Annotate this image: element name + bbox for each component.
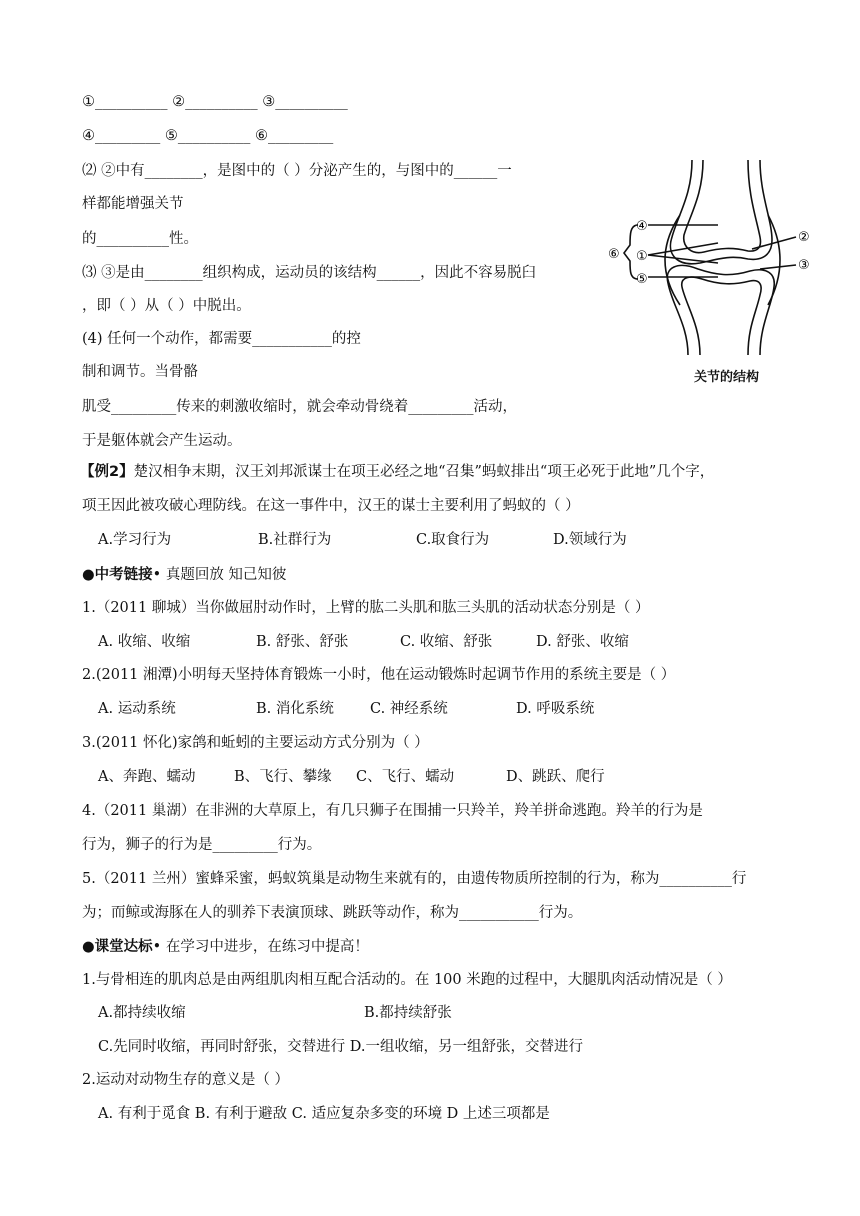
p1-option-a: A.都持续收缩 xyxy=(98,1005,186,1021)
q1-option-c: C. 收缩、舒张 xyxy=(400,634,493,650)
section-header-class-goals xyxy=(82,937,369,957)
section-bullet-exam: ●中考链接 xyxy=(82,567,153,583)
q3-option-c: C、飞行、蠕动 xyxy=(356,769,455,785)
diagram-label-2: ② xyxy=(798,230,810,245)
diagram-label-4: ④ xyxy=(636,219,648,234)
q3-option-b: B、飞行、攀缘 xyxy=(234,769,332,785)
question-4-line-1: 4.（2011 巢湖）在非洲的大草原上，有几只狮子在围捕一只羚羊，羚羊拼命逃跑。羚羊的行为是 xyxy=(82,803,703,819)
question-2: 2.(2011 湘潭)小明每天坚持体育锻炼一小时，他在运动锻炼时起调节作用的系统主要是（ ） xyxy=(82,667,676,683)
diagram-label-6: ⑥ xyxy=(608,247,620,262)
section-bullet-class: ●课堂达标 xyxy=(82,939,153,955)
fill-line-5: 的__________性。 xyxy=(82,231,198,247)
practice-1-options-cd: C.先同时收缩，再同时舒张，交替进行 D.一组收缩，另一组舒张，交替进行 xyxy=(98,1039,584,1055)
fill-line-4: 样都能增强关节 xyxy=(82,196,184,212)
fill-line-1: ①__________ ②__________ ③__________ xyxy=(82,94,348,110)
example2-option-c: C.取食行为 xyxy=(416,532,490,548)
practice-2-options: A. 有利于觅食 B. 有利于避敌 C. 适应复杂多变的环境 D 上述三项都是 xyxy=(98,1106,550,1122)
question-3: 3.(2011 怀化)家鸽和蚯蚓的主要运动方式分别为（ ） xyxy=(82,735,429,751)
q2-option-b: B. 消化系统 xyxy=(256,701,334,717)
q1-option-b: B. 舒张、舒张 xyxy=(256,634,349,650)
question-1-options xyxy=(98,632,758,652)
fill-line-9: 制和调节。当骨骼 xyxy=(82,364,198,380)
q2-option-d: D. 呼吸系统 xyxy=(516,701,595,717)
practice-2: 2.运动对动物生存的意义是（ ） xyxy=(82,1072,289,1088)
section-subtitle-class: • 在学习中进步，在练习中提高！ xyxy=(152,939,369,955)
diagram-label-3: ③ xyxy=(798,258,810,273)
practice-1: 1.与骨相连的肌肉总是由两组肌肉相互配合活动的。在 100 米跑的过程中，大腿肌肉活动情况是（ ） xyxy=(82,972,732,988)
example2-label: 【例2】 xyxy=(80,464,134,480)
diagram-label-5: ⑤ xyxy=(636,272,648,287)
question-5-line-2: 为；而鲸或海豚在人的驯养下表演顶球、跳跃等动作，称为___________行为。 xyxy=(82,905,583,921)
q2-option-c: C. 神经系统 xyxy=(370,701,448,717)
question-5-line-1: 5.（2011 兰州）蜜蜂采蜜，蚂蚁筑巢是动物生来就有的，由遗传物质所控制的行为，称为__________行 xyxy=(82,871,747,887)
joint-capsule-right xyxy=(768,215,780,305)
example2-line-2: 项王因此被攻破心理防线。在这一事件中，汉王的谋士主要利用了蚂蚁的（ ） xyxy=(82,498,580,514)
example2-text-1: 楚汉相争末期，汉王刘邦派谋士在项王必经之地“召集”蚂蚁排出“项王必死于此地”几个字， xyxy=(133,464,715,480)
fill-line-7: ，即（ ）从（ ）中脱出。 xyxy=(82,298,251,314)
fill-line-10: 肌受_________传来的刺激收缩时，就会牵动骨绕着_________活动， xyxy=(82,399,517,415)
question-1: 1.（2011 聊城）当你做屈肘动作时，上臂的肱二头肌和肱三头肌的活动状态分别是（ ） xyxy=(82,600,650,616)
example2-options xyxy=(98,530,758,550)
joint-structure-diagram xyxy=(600,155,830,360)
p1-option-b: B.都持续舒张 xyxy=(364,1005,452,1021)
question-2-options xyxy=(98,699,758,719)
q2-option-a: A. 运动系统 xyxy=(98,701,176,717)
practice-1-options-ab xyxy=(98,1003,758,1023)
fill-line-2: ④_________ ⑤__________ ⑥_________ xyxy=(82,128,334,144)
diagram-label-1: ① xyxy=(636,249,648,264)
section-subtitle-exam: • 真题回放 知己知彼 xyxy=(152,567,287,583)
fill-line-8: (4) 任何一个动作，都需要___________的控 xyxy=(82,331,361,347)
example2-line-1 xyxy=(80,462,714,482)
fill-line-3: ⑵ ②中有________，是图中的（ ）分泌产生的，与图中的______一 xyxy=(82,163,512,179)
example2-option-d: D.领域行为 xyxy=(553,532,627,548)
question-4-line-2: 行为，狮子的行为是_________行为。 xyxy=(82,837,322,853)
question-3-options xyxy=(98,767,758,787)
example2-option-b: B.社群行为 xyxy=(258,532,332,548)
upper-bone-inner xyxy=(684,160,761,253)
q3-option-d: D、跳跃、爬行 xyxy=(506,769,605,785)
q1-option-a: A. 收缩、收缩 xyxy=(98,634,191,650)
example2-option-a: A.学习行为 xyxy=(98,532,172,548)
fill-line-6: ⑶ ③是由________组织构成，运动员的该结构______，因此不容易脱臼 xyxy=(82,265,537,281)
fill-line-11: 于是躯体就会产生运动。 xyxy=(82,433,242,449)
section-header-exam-links xyxy=(82,565,286,585)
lower-bone-inner xyxy=(682,277,761,355)
q3-option-a: A、奔跑、蠕动 xyxy=(98,769,196,785)
q1-option-d: D. 舒张、收缩 xyxy=(536,634,629,650)
diagram-caption: 关节的结构 xyxy=(694,370,760,385)
